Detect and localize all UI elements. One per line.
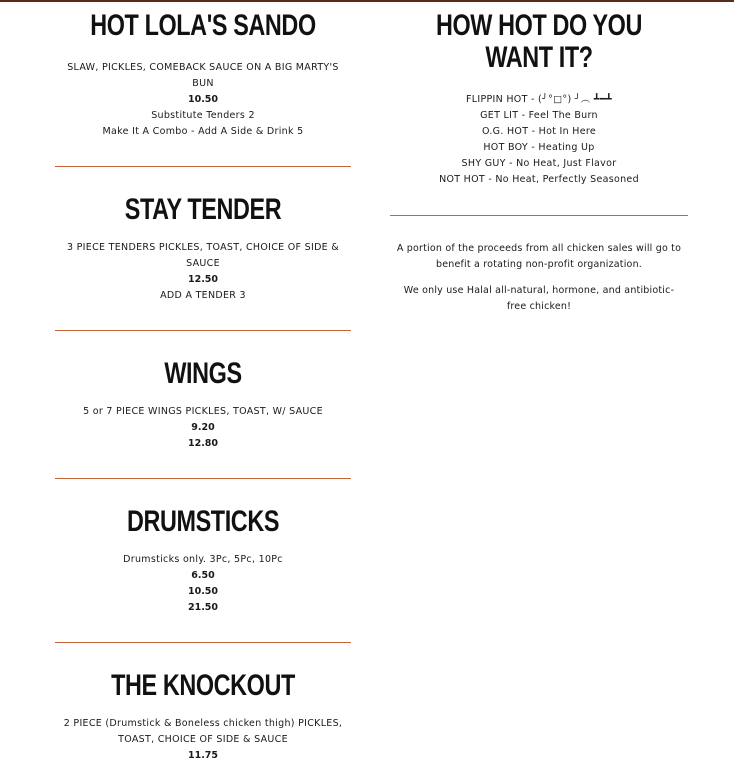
item-description: 3 PIECE TENDERS PICKLES, TOAST, CHOICE OF SIDE & SAUCE [66, 242, 340, 269]
heat-level-section [390, 0, 688, 188]
item-price: 10.50 [187, 94, 219, 105]
halal-note: We only use Halal all-natural, hormone, and antibiotic-free chicken! [403, 285, 675, 312]
heat-level-get-lit: GET LIT - Feel The Burn [480, 110, 598, 121]
item-extra: Substitute Tenders 2 [151, 110, 255, 121]
heat-level-hot-boy: HOT BOY - Heating Up [483, 142, 595, 153]
heat-level-flippin-hot: FLIPPIN HOT - (╯°□°) ╯︵ ┻━┻ [466, 94, 612, 105]
heat-level-og-hot: O.G. HOT - Hot In Here [481, 126, 597, 137]
heat-level-shy-guy: SHY GUY - No Heat, Just Flavor [461, 158, 617, 169]
item-extra: Make It A Combo - Add A Side & Drink 5 [102, 126, 304, 137]
item-description: 2 PIECE (Drumstick & Boneless chicken thigh) PICKLES, TOAST, CHOICE OF SIDE & SAUCE [63, 718, 343, 745]
item-price: 6.50 [191, 570, 215, 581]
menu-section-wings [55, 331, 351, 452]
section-title: WINGS [164, 357, 242, 390]
section-title: DRUMSTICKS [126, 505, 280, 538]
item-price: 12.50 [187, 274, 219, 285]
section-title: STAY TENDER [124, 193, 282, 226]
menu-section-drumsticks [55, 479, 351, 616]
item-description: SLAW, PICKLES, COMEBACK SAUCE ON A BIG MARTY'S BUN [67, 62, 339, 89]
heat-title: HOW HOT DO YOU WANT IT? [435, 9, 643, 74]
item-description: 5 or 7 PIECE WINGS PICKLES, TOAST, W/ SAUCE [83, 406, 323, 417]
menu-section-the-knockout [55, 643, 351, 764]
item-extra: ADD A TENDER 3 [160, 290, 246, 301]
item-price: 9.20 [191, 422, 215, 433]
section-title: HOT LOLA'S SANDO [90, 9, 316, 42]
item-price: 10.50 [187, 586, 219, 597]
section-title: THE KNOCKOUT [111, 669, 295, 702]
proceeds-note: A portion of the proceeds from all chicken sales will go to benefit a rotating non-profit organization. [396, 243, 682, 270]
menu-column [55, 0, 351, 764]
item-description: Drumsticks only. 3Pc, 5Pc, 10Pc [123, 554, 283, 565]
item-price: 21.50 [187, 602, 219, 613]
item-price: 12.80 [187, 438, 219, 449]
heat-column [390, 0, 688, 315]
heat-level-not-hot: NOT HOT - No Heat, Perfectly Seasoned [439, 174, 639, 185]
menu-section-hot-lolas-sando [55, 0, 351, 140]
item-price: 11.75 [187, 750, 219, 761]
menu-section-stay-tender [55, 167, 351, 304]
